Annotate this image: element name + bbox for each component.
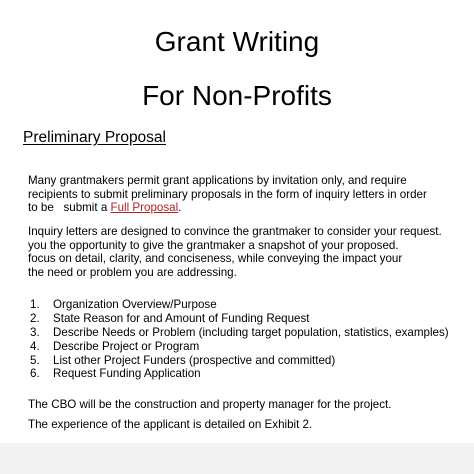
page-footer-band — [0, 443, 474, 474]
full-proposal-link[interactable]: Full Proposal — [110, 201, 179, 215]
inquiry-paragraph — [28, 225, 442, 279]
list-item — [30, 326, 449, 340]
paragraph-line-with-link — [28, 201, 427, 215]
list-item — [30, 340, 449, 354]
list-item — [30, 367, 449, 381]
list-item-text: Describe Project or Program — [53, 339, 200, 353]
list-item — [30, 312, 449, 326]
list-item — [30, 354, 449, 368]
closing-line-cbo: The CBO will be the construction and property manager for the project. — [28, 398, 392, 411]
document-title-line2: For Non-Profits — [142, 80, 332, 111]
list-item-number: 6. — [30, 367, 40, 381]
paragraph-line: you the opportunity to give the grantmaker a snapshot of your proposed. — [28, 238, 399, 252]
paragraph-line: recipients to submit preliminary proposals in the form of inquiry letters in order — [28, 187, 427, 201]
section-heading: Preliminary Proposal — [23, 129, 166, 146]
list-item-text: List other Project Funders (prospective and committed) — [53, 353, 336, 367]
list-item-number: 5. — [30, 353, 40, 367]
intro-paragraph — [28, 174, 427, 215]
list-item-text: State Reason for and Amount of Funding Request — [53, 311, 310, 325]
document-title-line1: Grant Writing — [154, 26, 320, 57]
list-item-number: 3. — [30, 325, 40, 339]
line-suffix: . — [178, 201, 182, 215]
list-item-number: 2. — [30, 311, 40, 325]
closing-line-experience: The experience of the applicant is detailed on Exhibit 2. — [28, 418, 313, 431]
paragraph-line: the need or problem you are addressing. — [28, 265, 237, 279]
paragraph-line: Many grantmakers permit grant applications by invitation only, and require — [28, 174, 407, 187]
proposal-sections-list — [30, 298, 449, 381]
list-item-number: 4. — [30, 339, 40, 353]
paragraph-line: focus on detail, clarity, and conciseness, while conveying the impact your — [28, 252, 403, 266]
list-item-text: Organization Overview/Purpose — [53, 298, 217, 311]
list-item-number: 1. — [30, 298, 40, 311]
paragraph-line: Inquiry letters are designed to convince the grantmaker to consider your request. — [28, 225, 442, 238]
list-item-text: Request Funding Application — [53, 367, 201, 381]
line-prefix: to be submit a — [28, 201, 111, 215]
list-item — [30, 298, 449, 312]
list-item-text: Describe Needs or Problem (including target population, statistics, examples) — [53, 325, 449, 339]
